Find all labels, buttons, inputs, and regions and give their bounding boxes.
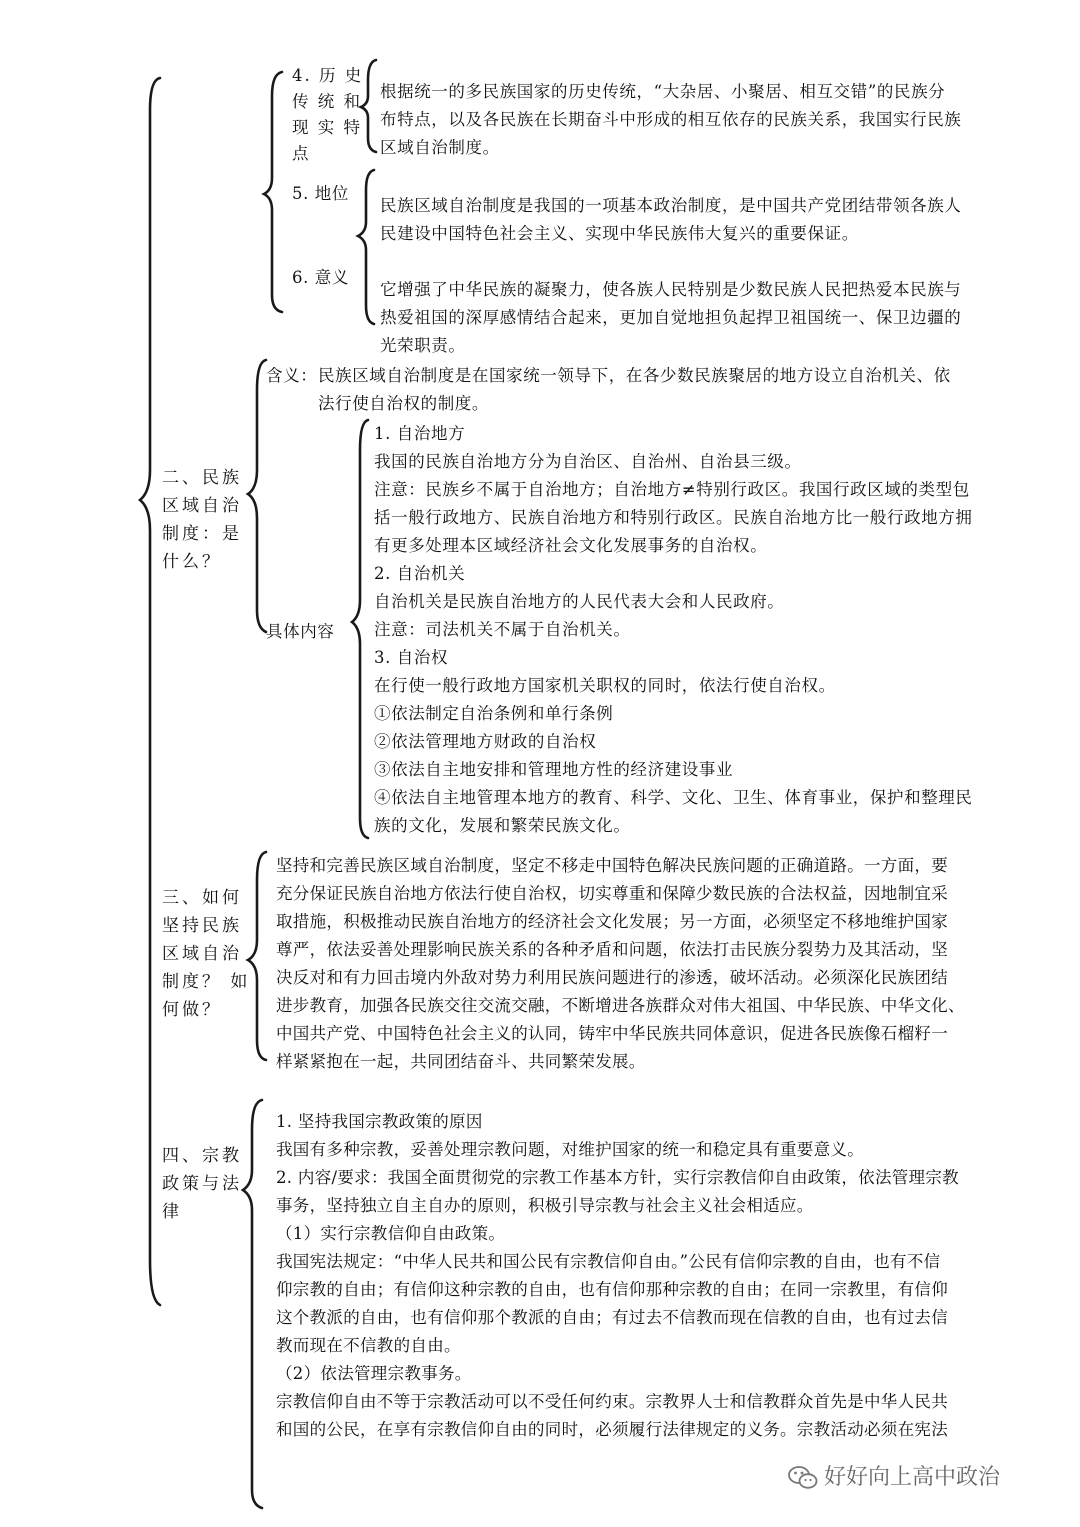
brace-content: [352, 420, 368, 838]
wechat-icon: [788, 1465, 818, 1491]
brace-section4: [243, 1100, 262, 1508]
meaning-text: 民族区域自治制度是在国家统一领导下，在各少数民族聚居的地方设立自治机关、依 法行使自治权的制度。: [318, 366, 951, 413]
content-label: 具体内容: [266, 622, 335, 641]
section3-text: 坚持和完善民族区域自治制度，坚定不移走中国特色解决民族问题的正确道路。一方面，要 充分保证民族自治地方依法行使自治权，切实尊重和保障少数民族的合法权益，因地制宜采 取措施，积极推动民族自治地方的经济社会文化发展；另一方面，必须坚定不移地维护国家 尊严，依法妥善处理影响民族关系的各种矛盾和问题，依法打击民族分裂势力及其活动，坚 决反对和有力回击境内外敌对势力利用民族问题进行的渗透，破坏活动。必须深化民族团结 进步教育，加强各民族交往交流交融，不断增进各族群众对伟大祖国、中华民族、中华文化、 中国共产党、中国特色社会主义的认同，铸牢中华民族共同体意识，促进各民族像石榴籽一 样紧紧抱在一起，共同团结奋斗、共同繁荣发展。: [276, 856, 965, 1071]
item6-text: 它增强了中华民族的凝聚力，使各族人民特别是少数民族人民把热爱本民族与 热爱祖国的深厚感情结合起来，更加自觉地担负起捍卫祖国统一、保卫边疆的 光荣职责。: [380, 280, 962, 355]
item4-text: 根据统一的多民族国家的历史传统，“大杂居、小聚居、相互交错”的民族分 布特点，以及各民族在长期奋斗中形成的相互依存的民族关系，我国实行民族 区域自治制度。: [380, 82, 962, 157]
section2-title: 二、民族 区域自治 制度：是 什么？: [162, 468, 242, 572]
watermark: 好好向上高中政治: [788, 1460, 1000, 1491]
item4-label: 4. 历 史 传 统 和 现 实 特 点: [292, 66, 364, 163]
item6-label: 6. 意义: [292, 268, 349, 287]
section3-title: 三、如何 坚持民族 区域自治 制度？ 如 何做？: [162, 888, 251, 1020]
section4-text: 1. 坚持我国宗教政策的原因 我国有多种宗教，妥善处理宗教问题，对维护国家的统一和稳定具有重要意义。 2. 内容/要求：我国全面贯彻党的宗教工作基本方针，实行宗教信仰自由政策，依法管理宗教 事务，坚持独立自主自办的原则，积极引导宗教与社会主义社会相适应。 （1）实行宗教信仰自由政策。 我国宪法规定：“中华人民共和国公民有宗教信仰自由。”公民有信仰宗教的自由，也有不信 仰宗教的自由；有信仰这种宗教的自由，也有信仰那种宗教的自由；在同一宗教里，有信仰 这个教派的自由，也有信仰那个教派的自由；有过去不信教而现在信教的自由，也有过去信 教而现在不信教的自由。 （2）依法管理宗教事务。 宗教信仰自由不等于宗教活动可以不受任何约束。宗教界人士和信教群众首先是中华人民共 和国的公民，在享有宗教信仰自由的同时，必须履行法律规定的义务。宗教活动必须在宪法: [276, 1112, 959, 1439]
section4-title: 四、宗教 政策与法 律: [162, 1146, 242, 1222]
item5-text: 民族区域自治制度是我国的一项基本政治制度，是中国共产党团结带领各族人 民建设中国特色社会主义、实现中华民族伟大复兴的重要保证。: [380, 196, 962, 243]
meaning-label: 含义：: [266, 366, 318, 385]
brace-item4: [361, 60, 376, 152]
brace-section3: [248, 852, 266, 1060]
brace-section2: [248, 360, 266, 632]
brace-main: [140, 78, 160, 1305]
item5-label: 5. 地位: [292, 184, 349, 203]
content-text: 1. 自治地方 我国的民族自治地方分为自治区、自治州、自治县三级。 注意：民族乡不属于自治地方；自治地方≠特别行政区。我国行政区域的类型包 括一般行政地方、民族自治地方和特别行政区。民族自治地方比一般行政地方拥 有更多处理本区域经济社会文化发展事务的自治权。 2. 自治机关 自治机关是民族自治地方的人民代表大会和人民政府。 注意：司法机关不属于自治机关。 3. 自治权 在行使一般行政地方国家机关职权的同时，依法行使自治权。 ①依法制定自治条例和单行条例 ②依法管理地方财政的自治权 ③依法自主地安排和管理地方性的经济建设事业 ④依法自主地管理本地方的教育、科学、文化、卫生、体育事业，保护和整理民 族的文化，发展和繁荣民族文化。: [374, 424, 973, 835]
brace-items-4-6: [264, 72, 282, 312]
brace-items-5-6: [358, 170, 374, 324]
